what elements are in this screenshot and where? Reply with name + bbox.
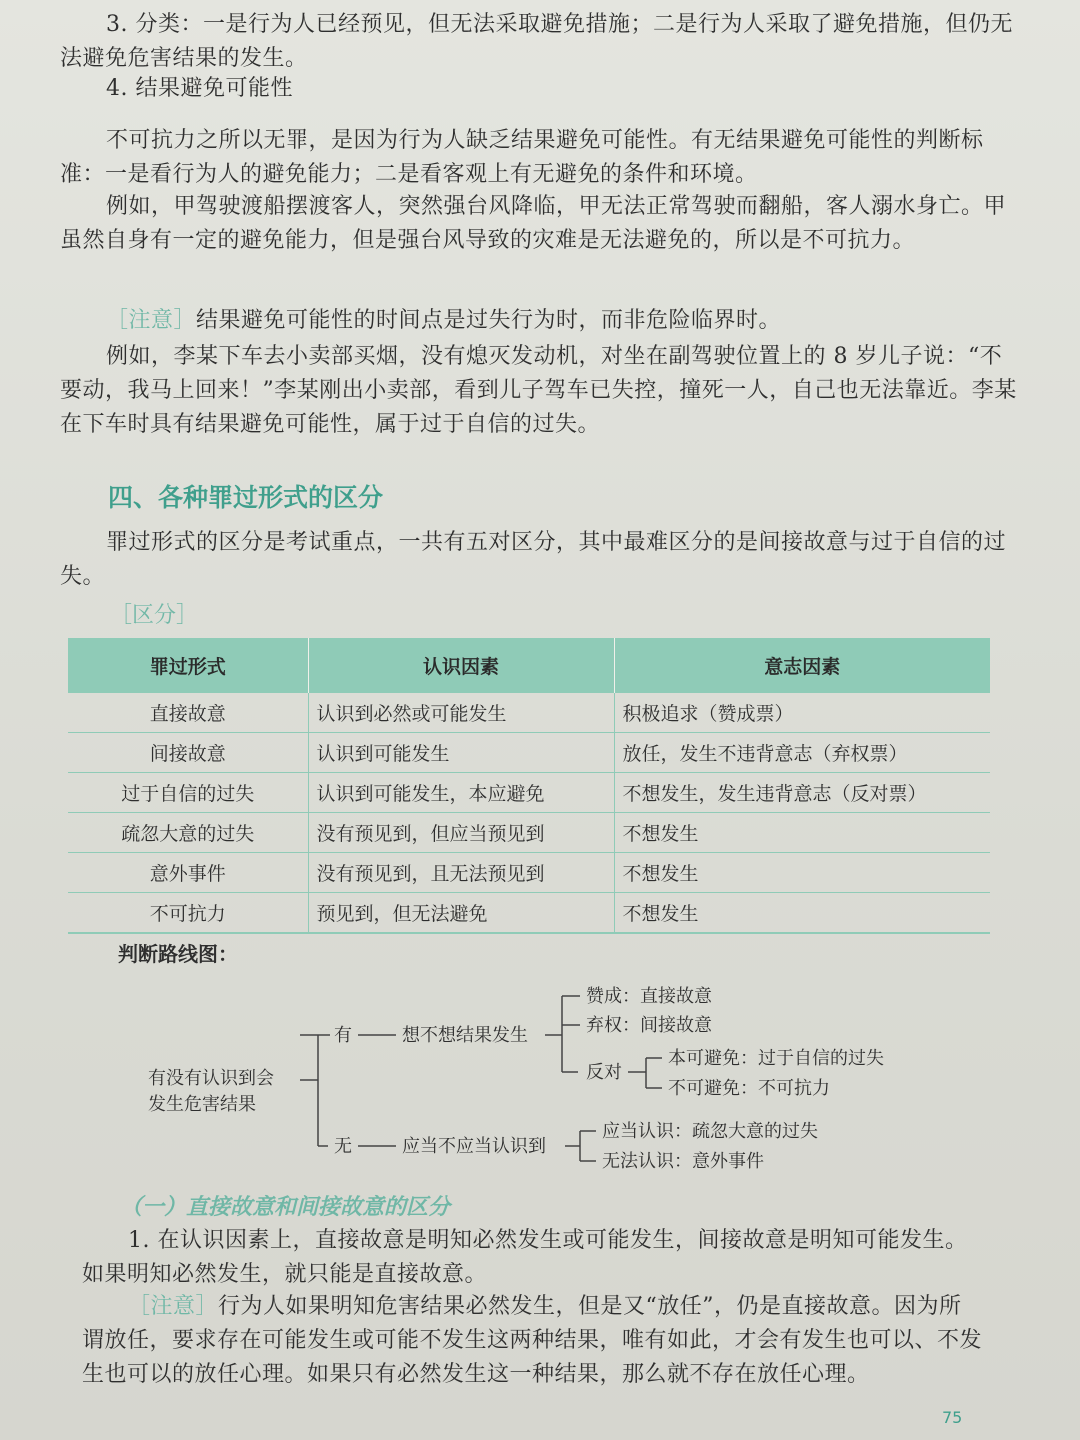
table-cell: 预见到，但无法避免	[308, 893, 614, 934]
table-cell: 不可抗力	[68, 893, 308, 934]
table-row	[68, 773, 990, 813]
fault-forms-table	[68, 638, 990, 934]
distinction-label: ［区分］	[110, 603, 199, 628]
table-cell: 意外事件	[68, 853, 308, 893]
table-row	[68, 853, 990, 893]
table-cell: 不想发生	[614, 813, 990, 853]
table-row	[68, 733, 990, 773]
note-tag: ［注意］	[128, 1294, 219, 1319]
root-bracket	[300, 1035, 328, 1146]
table-row	[68, 693, 990, 733]
paragraph-ferry-example: 例如，甲驾驶渡船摆渡客人，突然强台风降临，甲无法正常驾驶而翻船，客人溺水身亡。甲虽然自身有一定的避免能力，但是强台风导致的灾难是无法避免的，所以是不可抗力。	[60, 194, 1007, 253]
paragraph-cognition-factor: 1. 在认识因素上，直接故意是明知必然发生或可能发生，间接故意是明知可能发生。如果明知必然发生，就只能是直接故意。	[82, 1228, 968, 1287]
table-cell: 没有预见到，但应当预见到	[308, 813, 614, 853]
oppose-label: 反对	[586, 1062, 622, 1083]
table-header: 意志因素	[614, 638, 990, 693]
table-cell: 积极追求（赞成票）	[614, 693, 990, 733]
note-text: 行为人如果明知危害结果必然发生，但是又“放任”，仍是直接故意。因为所谓放任，要求存在可能发生或可能不发生这两种结果，唯有如此，才会有发生也可以、不发生也可以的放任心理。如果只有必然发生这一种结果，那么就不存在放任心理。	[82, 1294, 983, 1387]
table-header: 认识因素	[308, 638, 614, 693]
route-diagram-label: 判断路线图：	[118, 942, 238, 966]
subsection-title: （一）直接故意和间接故意的区分	[120, 1194, 451, 1220]
table-cell: 认识到可能发生，本应避免	[308, 773, 614, 813]
will-bracket	[545, 996, 580, 1072]
paragraph-force-majeure: 不可抗力之所以无罪，是因为行为人缺乏结果避免可能性。有无结果避免可能性的判断标准：一是看行为人的避免能力；二是看客观上有无避免的条件和环境。	[60, 128, 984, 187]
heading-avoidability: 4. 结果避免可能性	[106, 76, 293, 101]
approve-label: 赞成：直接故意	[586, 986, 712, 1007]
judgment-route-diagram	[0, 970, 1080, 1180]
table-row	[68, 813, 990, 853]
no-question: 应当不应当认识到	[402, 1136, 546, 1157]
cognition-bracket	[565, 1131, 596, 1161]
table-cell: 直接故意	[68, 693, 308, 733]
unavoidable-label: 不可避免：不可抗力	[668, 1078, 830, 1099]
avoidable-label: 本可避免：过于自信的过失	[668, 1048, 884, 1069]
table-cell: 不想发生	[614, 853, 990, 893]
note-indifference	[82, 1290, 982, 1392]
table-cell: 放任，发生不违背意志（弃权票）	[614, 733, 990, 773]
table-cell: 认识到必然或可能发生	[308, 693, 614, 733]
table-cell: 认识到可能发生	[308, 733, 614, 773]
table-header: 罪过形式	[68, 638, 308, 693]
yes-question: 想不想结果发生	[402, 1025, 528, 1046]
no-label: 无	[334, 1136, 352, 1157]
page-number: 75	[942, 1408, 963, 1427]
table-row	[68, 893, 990, 934]
note-text: 结果避免可能性的时间点是过失行为时，而非危险临界时。	[196, 308, 782, 333]
root-label-line1: 有没有认识到会	[148, 1068, 274, 1089]
table-cell: 不想发生	[614, 893, 990, 934]
table-cell: 过于自信的过失	[68, 773, 308, 813]
paragraph-distinction-intro: 罪过形式的区分是考试重点，一共有五对区分，其中最难区分的是间接故意与过于自信的过失。	[60, 530, 1007, 589]
table-cell: 疏忽大意的过失	[68, 813, 308, 853]
cannot-know-label: 无法认识：意外事件	[602, 1151, 764, 1172]
paragraph-classification: 3. 分类：一是行为人已经预见，但无法采取避免措施；二是行为人采取了避免措施，但仍无法避免危害结果的发生。	[60, 12, 1013, 71]
note-avoidability-time	[60, 304, 1020, 338]
oppose-bracket	[628, 1058, 662, 1088]
section-title: 四、各种罪过形式的区分	[108, 483, 384, 512]
note-tag: ［注意］	[106, 308, 197, 333]
should-know-label: 应当认识：疏忽大意的过失	[602, 1121, 818, 1142]
abstain-label: 弃权：间接故意	[586, 1015, 712, 1036]
table-header-row	[68, 638, 990, 693]
table-cell: 不想发生，发生违背意志（反对票）	[614, 773, 990, 813]
table-cell: 没有预见到，且无法预见到	[308, 853, 614, 893]
yes-label: 有	[334, 1025, 352, 1046]
root-label-line2: 发生危害结果	[148, 1094, 256, 1115]
table-cell: 间接故意	[68, 733, 308, 773]
paragraph-car-example: 例如，李某下车去小卖部买烟，没有熄灭发动机，对坐在副驾驶位置上的 8 岁儿子说：“不要动，我马上回来！”李某刚出小卖部，看到儿子驾车已失控，撞死一人，自己也无法靠近。李某在下车时具有结果避免可能性，属于过于自信的过失。	[60, 344, 1017, 437]
